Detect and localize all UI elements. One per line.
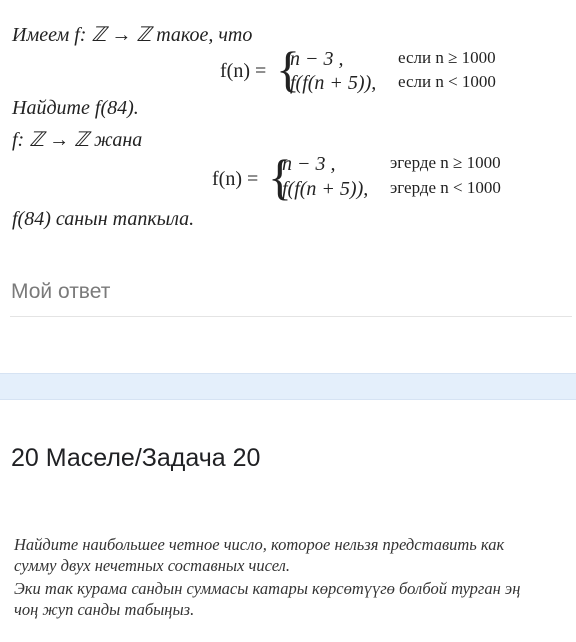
case2-expr-ru: f(f(n + 5)), <box>290 72 377 94</box>
problem-intro-ru: Имеем f: ℤ → ℤ такое, что <box>12 24 253 46</box>
task-text-ru-line2: сумму двух нечетных составных чисел. <box>14 556 290 575</box>
function-label-ru: f(n) = <box>220 60 267 82</box>
case2-expr-kg: f(f(n + 5)), <box>282 178 369 200</box>
case2-cond-ru: если n < 1000 <box>398 72 496 91</box>
brace-ru: { <box>276 41 300 97</box>
question-kg: f(84) санын тапкыла. <box>12 208 195 230</box>
task-heading: 20 Маселе/Задача 20 <box>11 444 261 472</box>
brace-kg: { <box>268 149 292 205</box>
task-text-kg-line1: Эки так курама сандын суммасы катары көрсөтүүгө болбой турган эң <box>14 579 521 598</box>
case1-cond-ru: если n ≥ 1000 <box>398 48 496 67</box>
task-text-ru-line1: Найдите наибольшее четное число, которое нельзя представить как <box>14 535 505 554</box>
answer-input[interactable]: Мой ответ <box>11 280 111 303</box>
answer-underline <box>10 316 572 317</box>
case1-cond-kg: эгерде n ≥ 1000 <box>390 153 501 172</box>
case1-expr-kg: n − 3 , <box>282 153 336 175</box>
function-label-kg: f(n) = <box>212 168 259 190</box>
case2-cond-kg: эгерде n < 1000 <box>390 178 501 197</box>
section-divider <box>0 373 576 400</box>
problem-intro-kg: f: ℤ → ℤ жана <box>12 129 143 151</box>
question-ru: Найдите f(84). <box>12 97 139 119</box>
case1-expr-ru: n − 3 , <box>290 48 344 70</box>
task-text-kg-line2: чоң жуп санды табыңыз. <box>14 600 195 619</box>
